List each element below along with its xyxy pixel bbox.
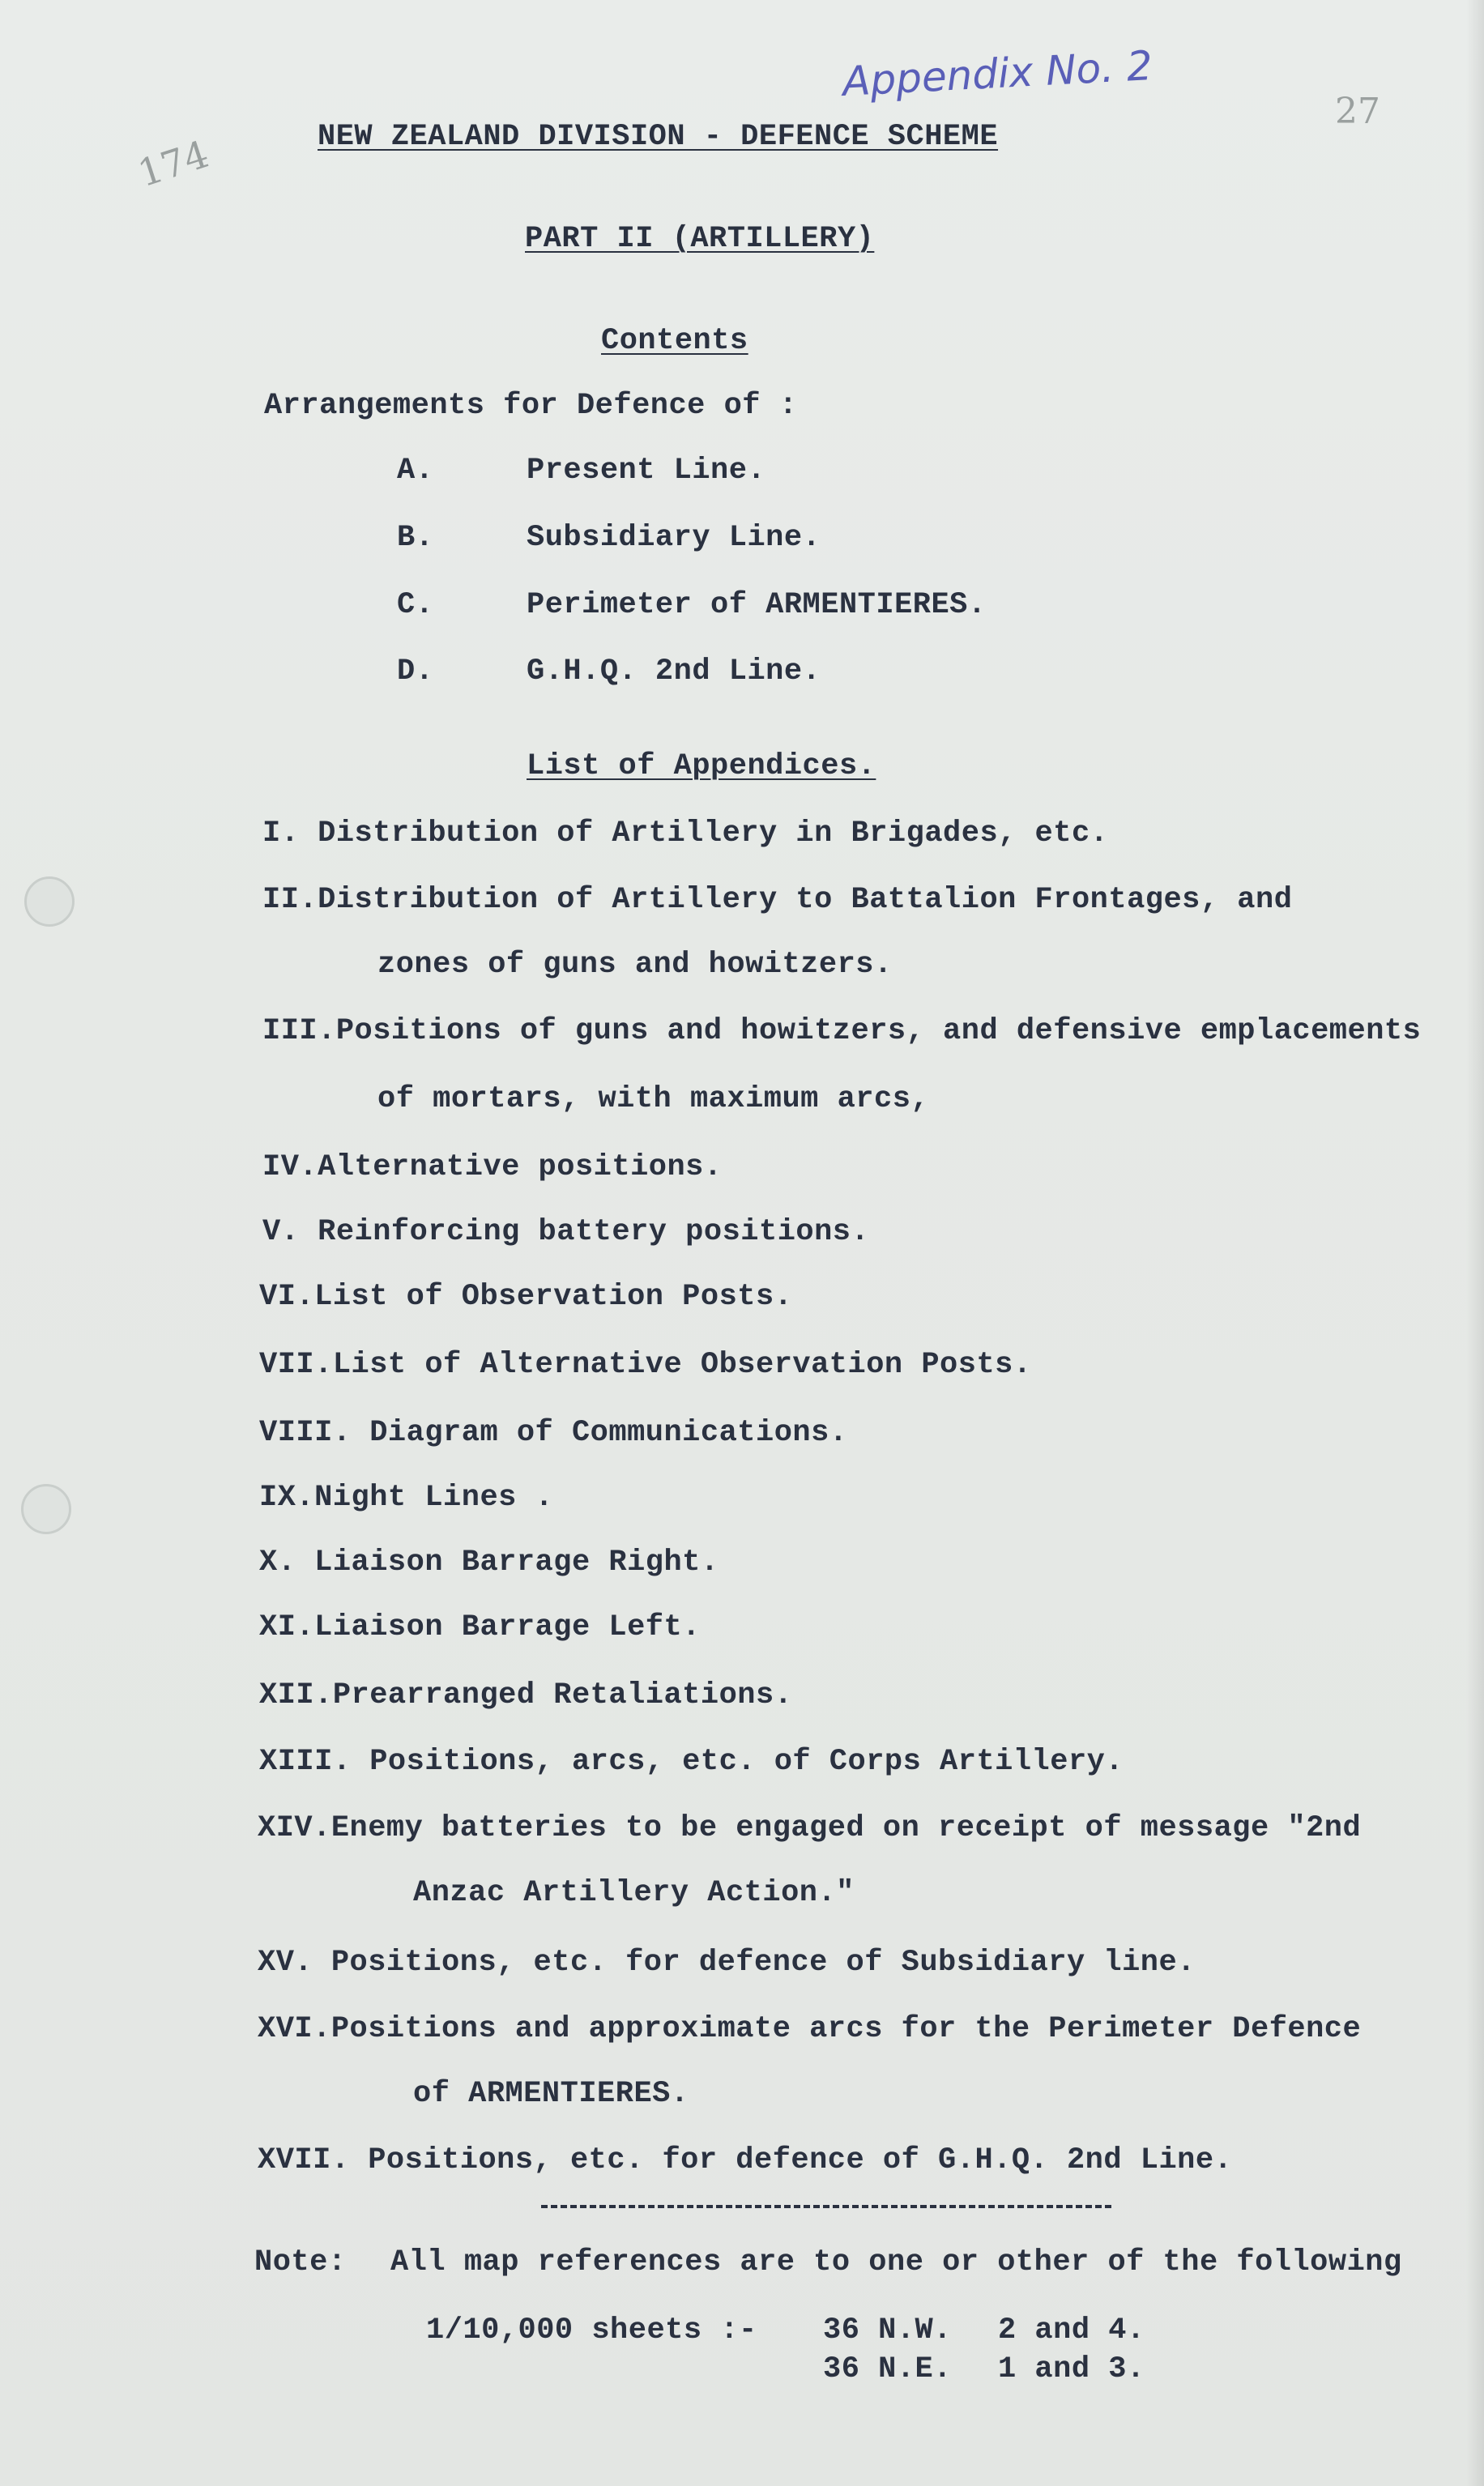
document-title: NEW ZEALAND DIVISION - DEFENCE SCHEME [318,120,999,154]
appendix-item: XVI.Positions and approximate arcs for the Perimeter Defence [258,2012,1362,2046]
appendix-item: VI.List of Observation Posts. [259,1280,793,1314]
arrangements-intro: Arrangements for Defence of : [264,389,798,423]
arrangement-letter: D. [397,655,434,689]
appendix-item: XII.Prearranged Retaliations. [259,1678,793,1712]
appendix-item-continued: of mortars, with maximum arcs, [377,1082,930,1116]
appendix-item: III.Positions of guns and howitzers, and defensive emplacements [262,1014,1422,1048]
arrangement-letter: A. [397,454,434,488]
appendix-item: VIII. Diagram of Communications. [259,1416,848,1450]
appendix-item: IV.Alternative positions. [262,1150,723,1184]
arrangement-text: Subsidiary Line. [527,521,821,555]
appendix-item: II.Distribution of Artillery to Battalion Frontages, and [262,883,1293,917]
arrangement-text: G.H.Q. 2nd Line. [527,655,821,689]
map-sheet-numbers: 1 and 3. [998,2352,1145,2386]
arrangement-letter: B. [397,521,434,555]
arrangement-letter: C. [397,588,434,622]
appendices-heading: List of Appendices. [527,749,876,783]
map-sheet: 36 N.W. [823,2313,952,2347]
map-sheet: 36 N.E. [823,2352,952,2386]
appendix-annotation: Appendix No. 2 [841,42,1154,105]
folio-number-right: 27 [1335,91,1380,132]
section-divider [541,2205,1111,2208]
contents-heading: Contents [601,324,748,358]
folio-number-left: 174 [132,131,215,196]
appendix-item: XVII. Positions, etc. for defence of G.H.Q. 2nd Line. [258,2143,1233,2177]
appendix-item: IX.Night Lines . [259,1481,554,1515]
note-label: Note: [254,2245,347,2279]
appendix-item: I. Distribution of Artillery in Brigades, etc. [262,817,1109,851]
appendix-item: XV. Positions, etc. for defence of Subsidiary line. [258,1946,1196,1980]
punch-hole-lower [21,1484,71,1534]
map-scale: 1/10,000 sheets :- [426,2313,757,2347]
page-edge [1466,0,1484,2486]
punch-hole-upper [24,876,75,927]
appendix-item: V. Reinforcing battery positions. [262,1215,870,1249]
appendix-item: X. Liaison Barrage Right. [259,1546,719,1580]
appendix-item: XIII. Positions, arcs, etc. of Corps Artillery. [259,1745,1124,1779]
arrangement-text: Perimeter of ARMENTIERES. [527,588,987,622]
appendix-item: XIV.Enemy batteries to be engaged on receipt of message "2nd [258,1811,1362,1845]
appendix-item-continued: Anzac Artillery Action." [413,1876,855,1910]
appendix-item: VII.List of Alternative Observation Posts. [259,1348,1032,1382]
part-heading: PART II (ARTILLERY) [525,222,875,256]
appendix-item-continued: zones of guns and howitzers. [377,948,893,982]
appendix-item-continued: of ARMENTIERES. [413,2077,689,2111]
arrangement-text: Present Line. [527,454,766,488]
appendix-item: XI.Liaison Barrage Left. [259,1610,701,1644]
note-text: All map references are to one or other of the following [390,2245,1402,2279]
map-sheet-numbers: 2 and 4. [998,2313,1145,2347]
